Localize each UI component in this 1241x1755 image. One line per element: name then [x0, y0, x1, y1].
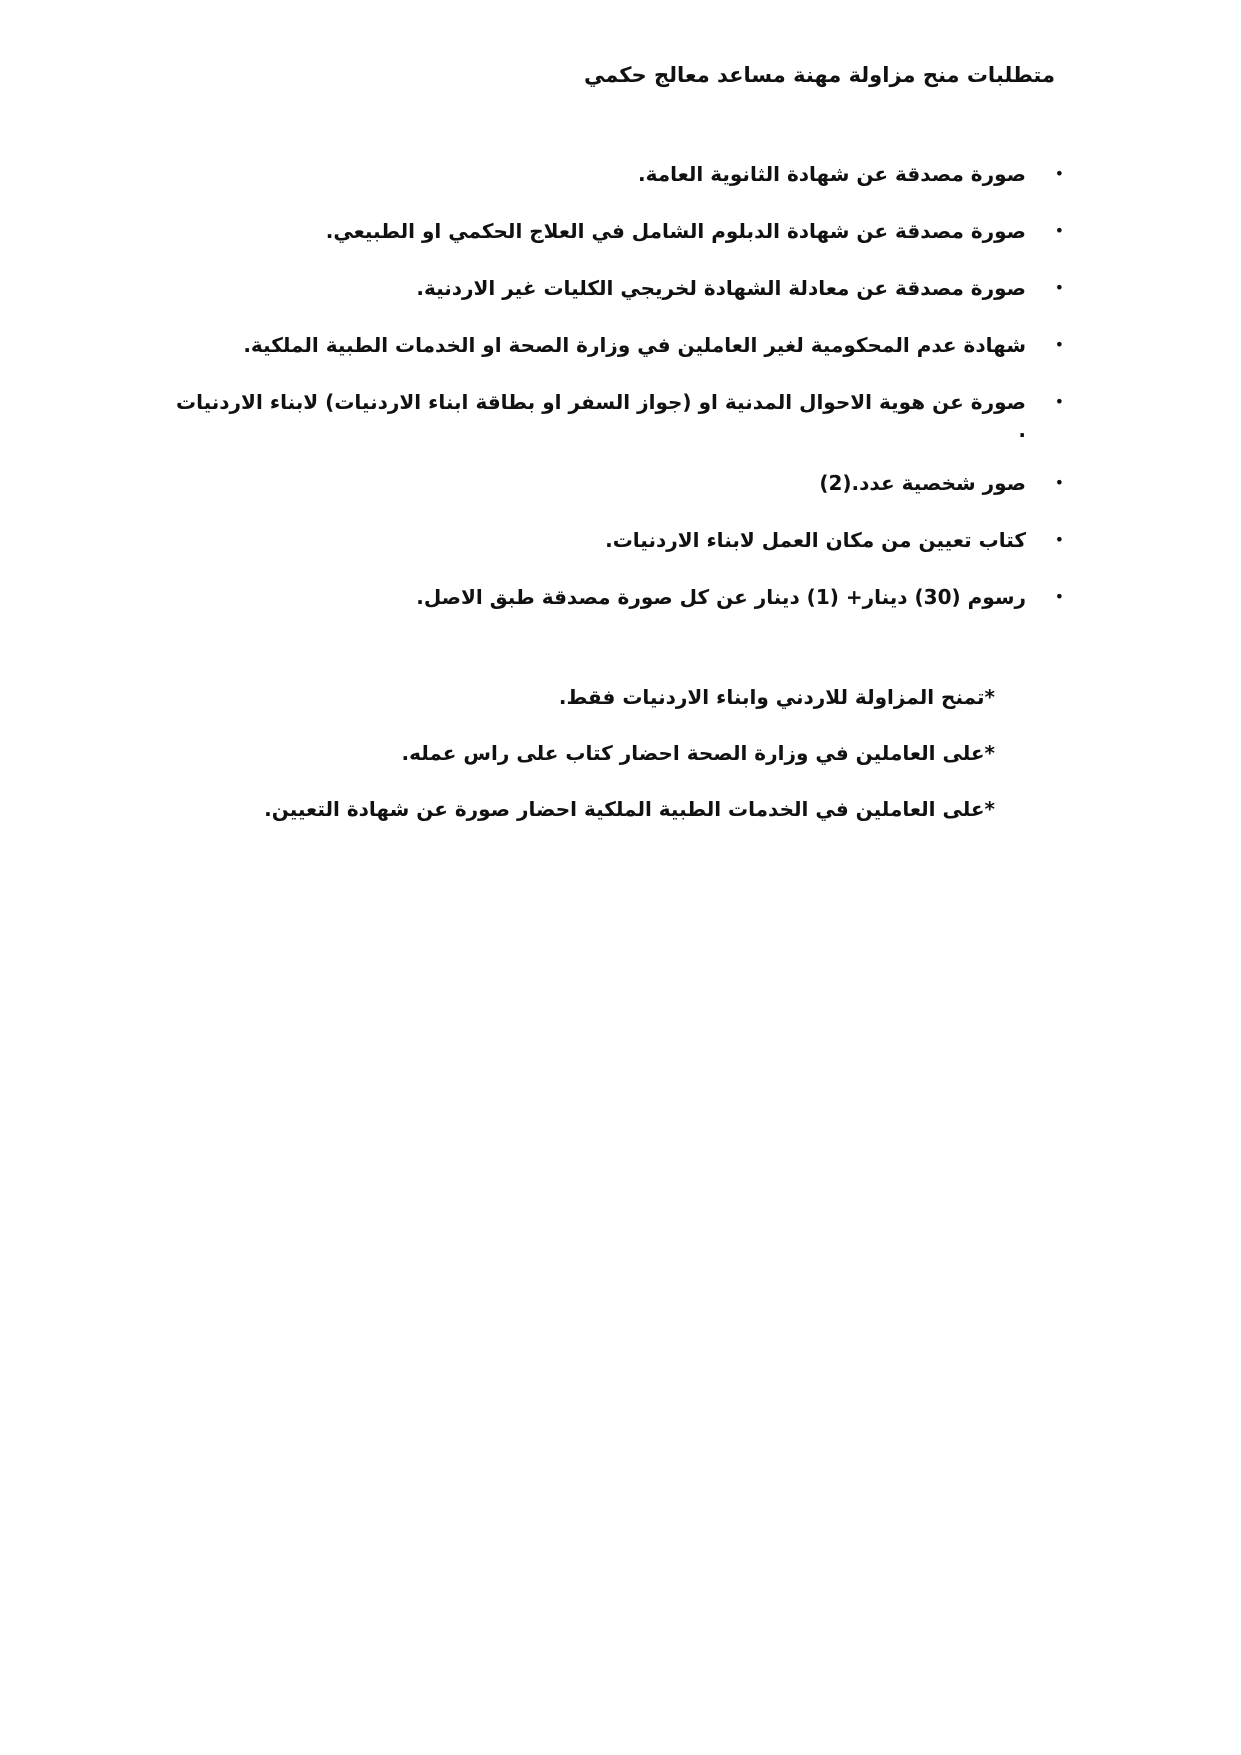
requirements-list: [176, 160, 1064, 640]
bullet-icon: •: [1054, 278, 1064, 297]
requirement-text: شهادة عدم المحكومية لغير العاملين في وزارة الصحة او الخدمات الطبية الملكية.: [243, 333, 1026, 357]
note-text: *على العاملين في الخدمات الطبية الملكية احضار صورة عن شهادة التعيين.: [264, 797, 995, 821]
bullet-icon: •: [1054, 221, 1064, 240]
requirement-item: [176, 331, 1064, 359]
requirement-text: كتاب تعيين من مكان العمل لابناء الاردنيات.: [605, 528, 1026, 552]
requirement-text: صورة عن هوية الاحوال المدنية او (جواز السفر او بطاقة ابناء الاردنيات) لابناء الاردنيات .: [176, 390, 1026, 442]
bullet-icon: •: [1054, 530, 1064, 549]
requirement-text: صورة مصدقة عن معادلة الشهادة لخريجي الكليات غير الاردنية.: [416, 276, 1026, 300]
requirement-text: صورة مصدقة عن شهادة الدبلوم الشامل في العلاج الحكمي او الطبيعي.: [325, 219, 1026, 243]
bullet-icon: •: [1054, 164, 1064, 183]
bullet-icon: •: [1054, 392, 1064, 411]
requirement-text: صورة مصدقة عن شهادة الثانوية العامة.: [638, 162, 1026, 186]
requirement-item: [176, 583, 1064, 611]
note-text: *على العاملين في وزارة الصحة احضار كتاب على راس عمله.: [401, 741, 995, 765]
bullet-icon: •: [1054, 335, 1064, 354]
note-text: *تمنح المزاولة للاردني وابناء الاردنيات فقط.: [558, 685, 995, 709]
requirement-text: رسوم (30) دينار+ (1) دينار عن كل صورة مصدقة طبق الاصل.: [416, 585, 1026, 609]
requirement-item: [176, 217, 1064, 245]
requirement-item: [176, 274, 1064, 302]
bullet-icon: •: [1054, 587, 1064, 606]
requirement-item: [176, 526, 1064, 554]
requirement-text: صور شخصية عدد.(2): [819, 471, 1026, 495]
bullet-icon: •: [1054, 473, 1064, 492]
requirement-item: [176, 469, 1064, 497]
requirement-item: [176, 388, 1064, 444]
document-title: متطلبات منح مزاولة مهنة مساعد معالج حكمي: [583, 63, 1055, 87]
notes-section: [175, 683, 995, 851]
requirement-item: [176, 160, 1064, 188]
